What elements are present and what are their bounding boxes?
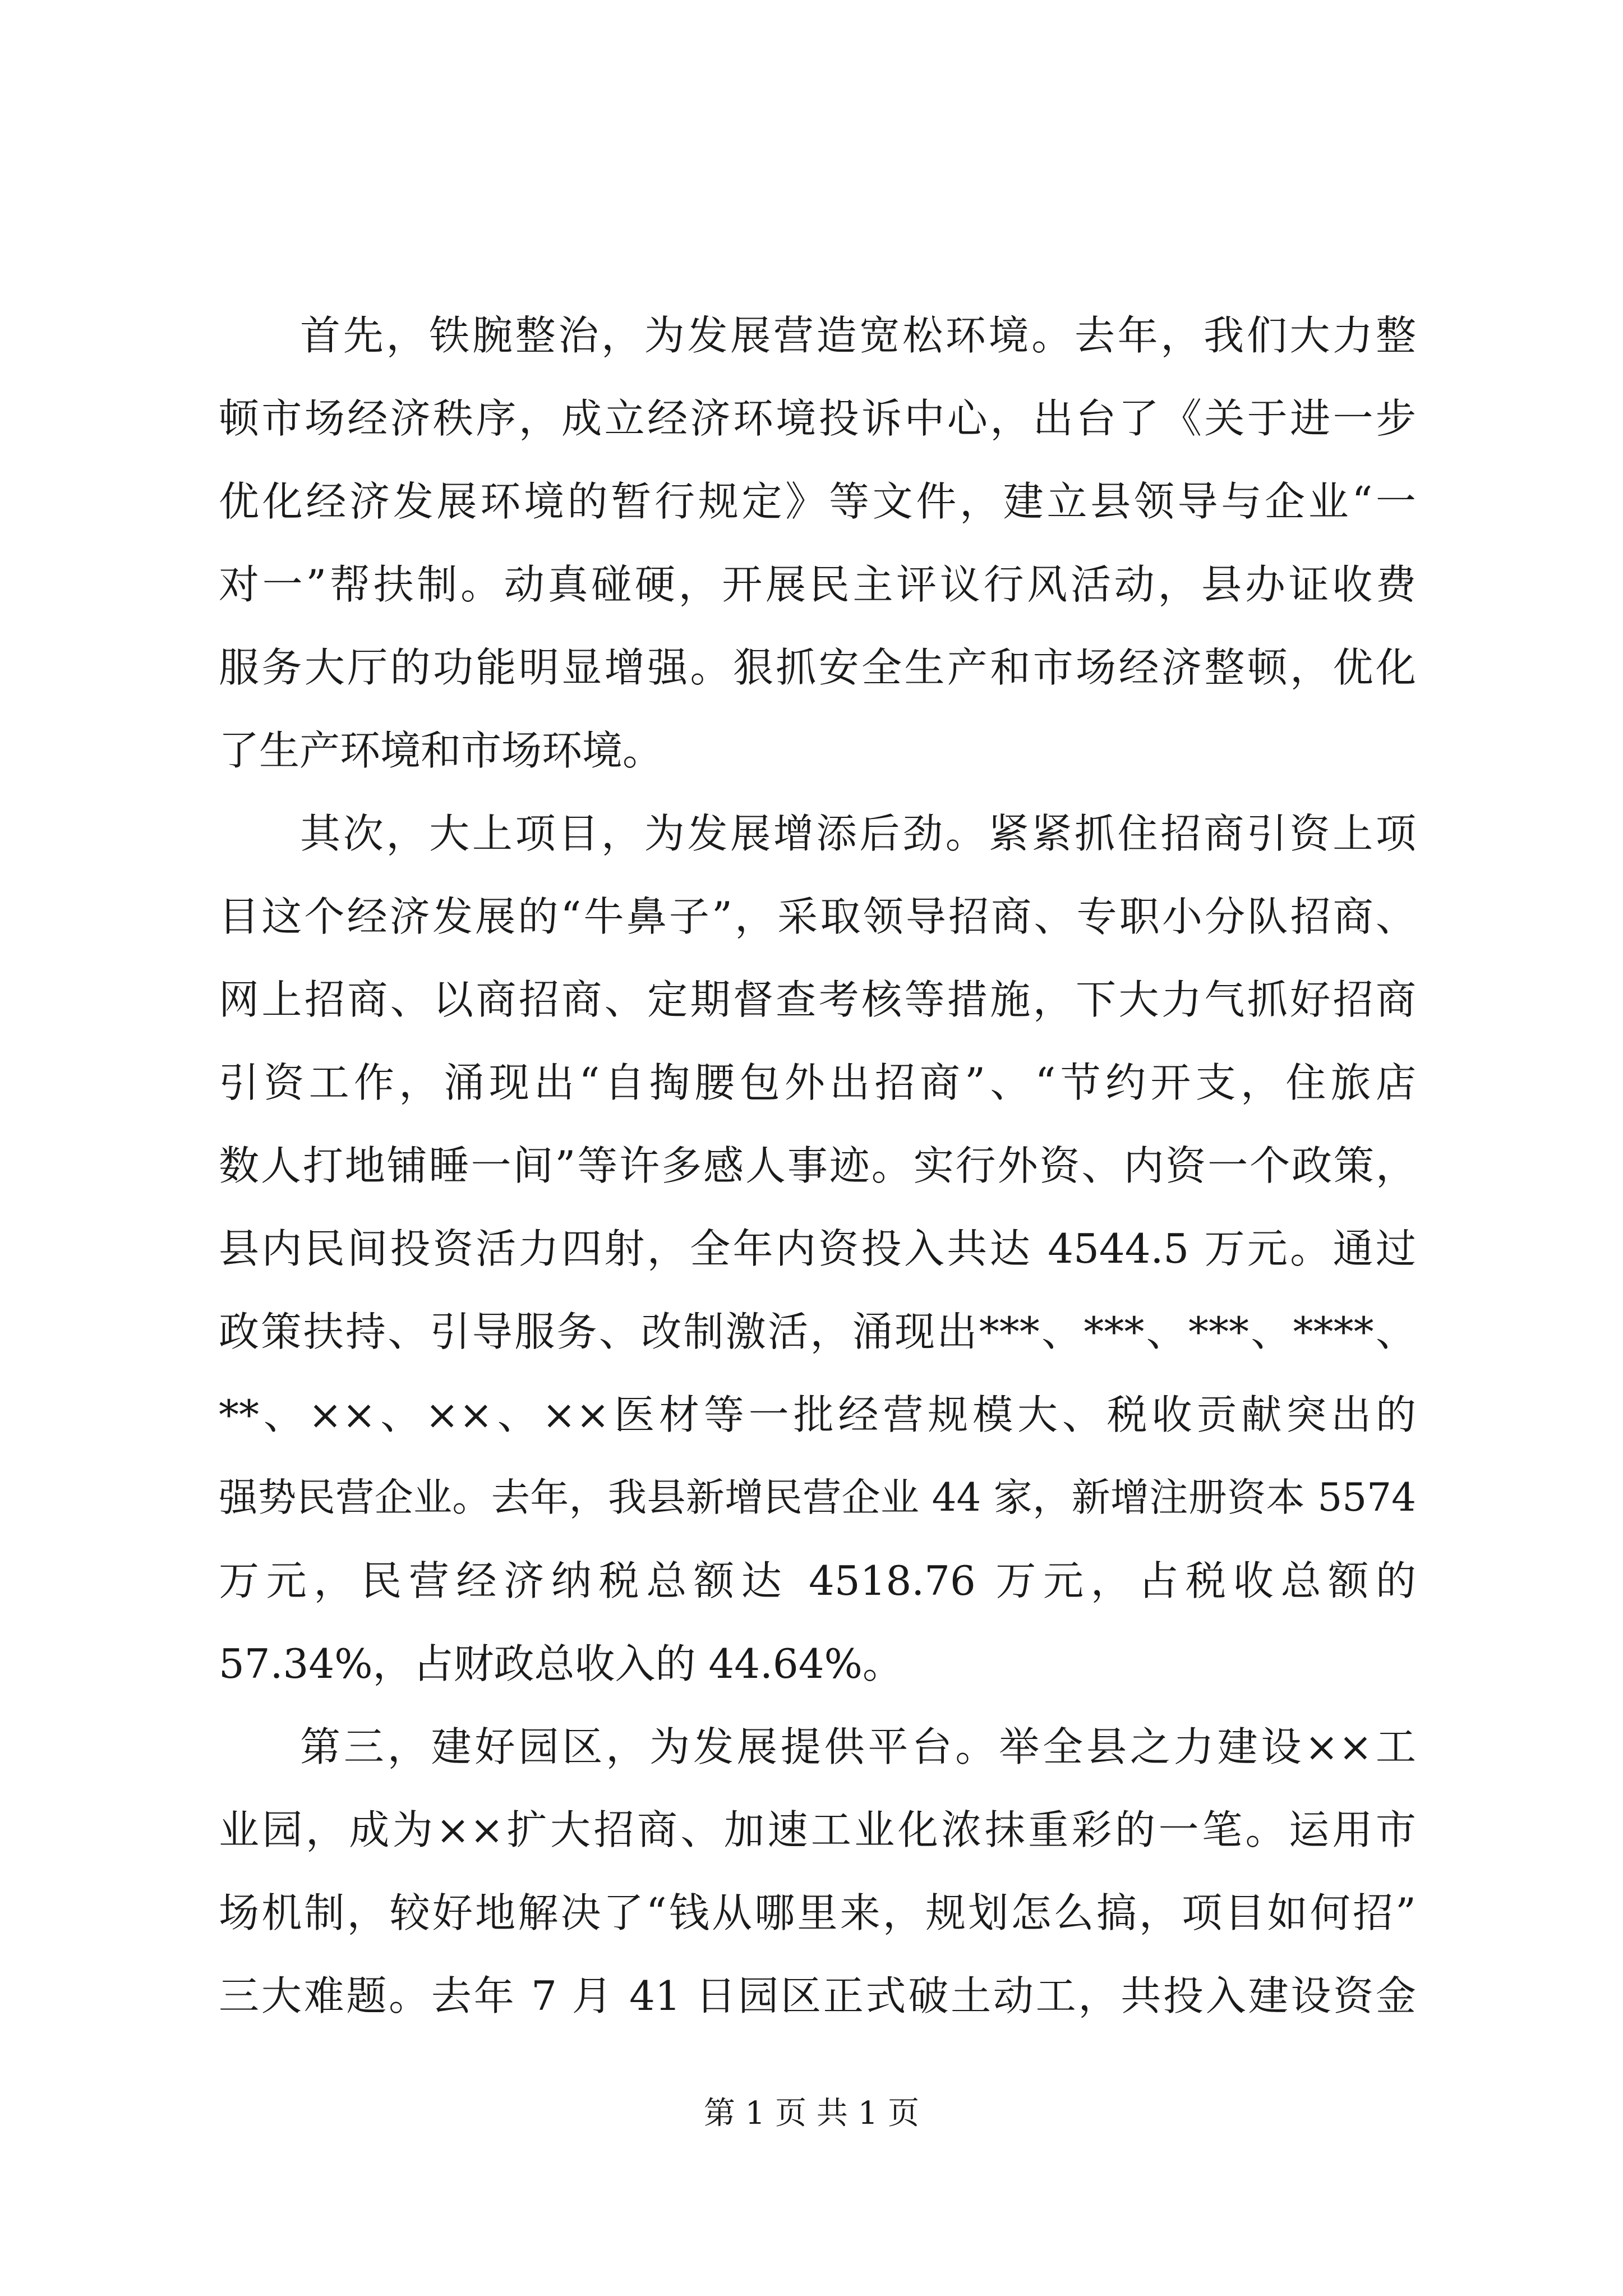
paragraph-3-line-3: 场机制，较好地解决了“钱从哪里来，规划怎么搞，项目如何招” — [219, 1889, 1416, 1936]
paragraph-2-line-1: 其次，大上项目，为发展增添后劲。紧紧抓住招商引资上项 — [300, 810, 1416, 857]
paragraph-1-line-3: 优化经济发展环境的暂行规定》等文件，建立县领导与企业“一 — [219, 478, 1416, 525]
paragraph-1-line-4: 对一”帮扶制。动真碰硬，开展民主评议行风活动，县办证收费 — [219, 561, 1416, 608]
paragraph-1-line-1: 首先，铁腕整治，为发展营造宽松环境。去年，我们大力整 — [300, 312, 1416, 359]
paragraph-2-line-3: 网上招商、以商招商、定期督查考核等措施，下大力气抓好招商 — [219, 976, 1416, 1023]
paragraph-2-line-5: 数人打地铺睡一间”等许多感人事迹。实行外资、内资一个政策， — [219, 1142, 1416, 1189]
paragraph-2-line-6: 县内民间投资活力四射，全年内资投入共达 4544.5 万元。通过 — [219, 1225, 1416, 1272]
paragraph-3-line-2: 业园，成为××扩大招商、加速工业化浓抹重彩的一笔。运用市 — [219, 1806, 1416, 1853]
paragraph-1-line-2: 顿市场经济秩序，成立经济环境投诉中心，出台了《关于进一步 — [219, 395, 1416, 442]
page-number-footer: 第 1 页 共 1 页 — [703, 2095, 920, 2132]
paragraph-3-line-4: 三大难题。去年 7 月 41 日园区正式破土动工，共投入建设资金 — [219, 1972, 1416, 2019]
paragraph-2-line-11: 57.34%，占财政总收入的 44.64%。 — [219, 1640, 903, 1687]
paragraph-1-line-6: 了生产环境和市场环境。 — [219, 727, 663, 774]
paragraph-2-line-8: **、××、××、××医材等一批经营规模大、税收贡献突出的 — [219, 1391, 1416, 1438]
paragraph-2-line-7: 政策扶持、引导服务、改制激活，涌现出***、***、***、****、 — [219, 1308, 1416, 1355]
paragraph-1-line-5: 服务大厅的功能明显增强。狠抓安全生产和市场经济整顿，优化 — [219, 644, 1416, 691]
paragraph-2-line-9: 强势民营企业。去年，我县新增民营企业 44 家，新增注册资本 5574 — [219, 1475, 1416, 1520]
paragraph-2-line-10: 万元，民营经济纳税总额达 4518.76 万元，占税收总额的 — [219, 1557, 1416, 1604]
paragraph-2-line-2: 目这个经济发展的“牛鼻子”，采取领导招商、专职小分队招商、 — [219, 893, 1416, 940]
paragraph-2-line-4: 引资工作，涌现出“自掏腰包外出招商”、“节约开支，住旅店 — [219, 1059, 1416, 1106]
paragraph-3-line-1: 第三，建好园区，为发展提供平台。举全县之力建设××工 — [300, 1723, 1416, 1770]
